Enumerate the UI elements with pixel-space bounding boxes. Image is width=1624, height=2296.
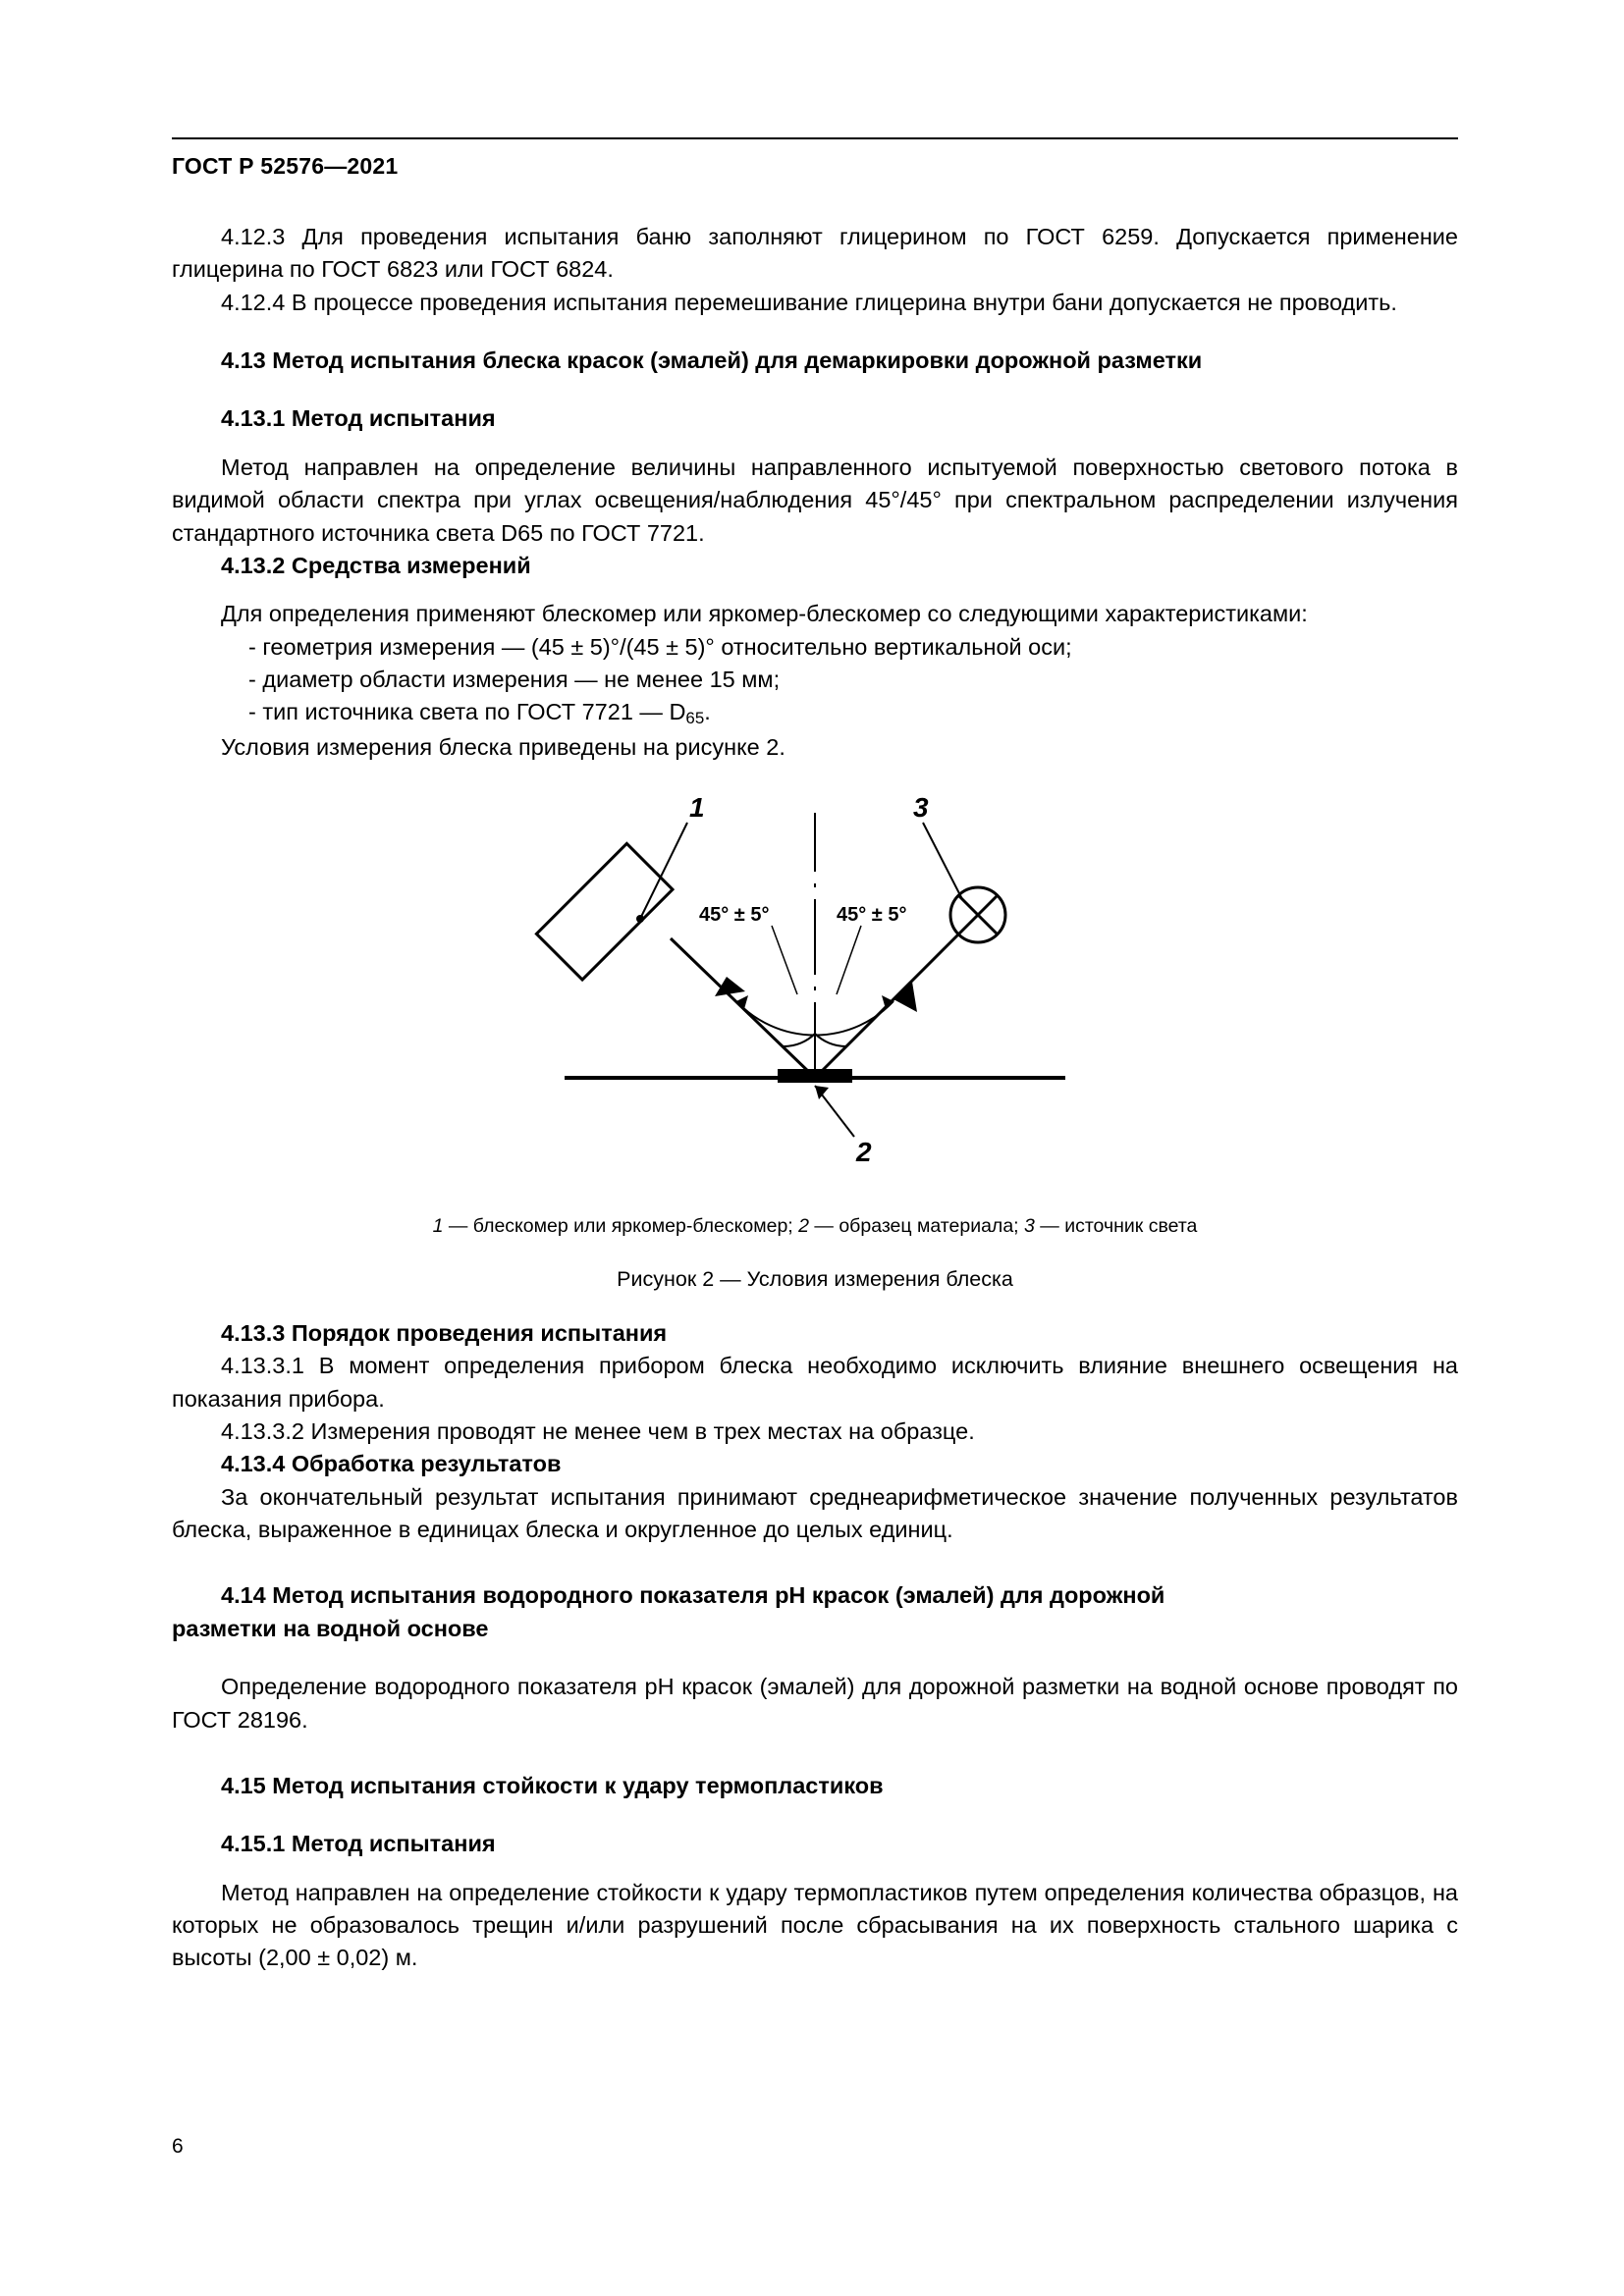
figure-caption: Рисунок 2 — Условия измерения блеска <box>617 1266 1013 1291</box>
angle-label-right: 45° ± 5° <box>837 903 907 926</box>
paragraph-4-13-1: Метод направлен на определение величины направленного испытуемой поверхностью светового потока в видимой области спектра при углах освещения/наблюдения 45°/45° при спектральном распределении излучения стандартного источника света D65 по ГОСТ 7721. <box>172 454 1458 546</box>
angle-label-leader-left <box>772 926 797 994</box>
paragraph-4-13-3-2: 4.13.3.2 Измерения проводят не менее чем в трех местах на образце. <box>221 1417 975 1444</box>
heading-4-13-1: 4.13.1 Метод испытания <box>221 405 496 432</box>
document-header: ГОСТ Р 52576—2021 <box>172 153 399 179</box>
header-divider <box>172 137 1458 139</box>
heading-4-13-2: 4.13.2 Средства измерений <box>221 552 531 578</box>
paragraph-4-15-1: Метод направлен на определение стойкости к удару термопластиков путем определения количества образцов, на которых не образовалось трещин и/или разрушений после сбрасывания на их поверхность стального шарика с высоты (2,00 ± 0,02) м. <box>172 1879 1458 1971</box>
legend-text-2: — образец материала; <box>809 1214 1024 1237</box>
angle-label-leader-right <box>837 926 861 994</box>
angle-label-left: 45° ± 5° <box>699 903 770 926</box>
heading-4-14-line-1: 4.14 Метод испытания водородного показателя pH красок (эмалей) для дорожной <box>221 1582 1165 1609</box>
angle-arc-arrow-left <box>736 995 748 1009</box>
list-item-text-end: . <box>704 699 711 725</box>
heading-4-15: 4.15 Метод испытания стойкости к удару термопластиков <box>221 1772 884 1798</box>
heading-4-13-4: 4.13.4 Обработка результатов <box>221 1451 562 1477</box>
paragraph-4-12-3: 4.12.3 Для проведения испытания баню заполняют глицерином по ГОСТ 6259. Допускается применение глицерина по ГОСТ 6823 или ГОСТ 6824. <box>172 224 1458 283</box>
list-item <box>172 696 1458 730</box>
figure-legend <box>172 1215 1458 1238</box>
paragraph-4-13-3-1: 4.13.3.1 В момент определения прибором блеска необходимо исключить влияние внешнего освещения на показания прибора. <box>172 1353 1458 1412</box>
figure-label-2: 2 <box>856 1136 872 1167</box>
figure-label-3: 3 <box>913 792 929 823</box>
angle-arc-arrow-right <box>882 995 893 1009</box>
legend-number-3: 3 <box>1024 1214 1035 1237</box>
paragraph-4-14: Определение водородного показателя pH красок (эмалей) для дорожной разметки на водной основе проводят по ГОСТ 28196. <box>172 1674 1458 1733</box>
paragraph-4-13-4: За окончательный результат испытания принимают среднеарифметическое значение полученных результатов блеска, выраженное в единицах блеска и округленное до целых единиц. <box>172 1483 1458 1543</box>
leader-line-3 <box>923 823 962 899</box>
list-item-text: - тип источника света по ГОСТ 7721 — D <box>248 699 686 725</box>
paragraph-conditions: Условия измерения блеска приведены на рисунке 2. <box>221 733 785 760</box>
gloss-meter-body <box>536 843 673 980</box>
list-item: - геометрия измерения — (45 ± 5)°/(45 ± 5)° относительно вертикальной оси; <box>248 633 1072 660</box>
legend-text-1: — блескомер или яркомер-блескомер; <box>443 1214 799 1237</box>
paragraph-4-12-4: 4.12.4 В процессе проведения испытания перемешивание глицерина внутри бани допускается не проводить. <box>221 289 1397 315</box>
heading-4-13-3: 4.13.3 Порядок проведения испытания <box>221 1319 668 1346</box>
gloss-measurement-diagram <box>432 793 1198 1205</box>
figure-2 <box>172 793 1458 1292</box>
paragraph-4-13-2: Для определения применяют блескомер или яркомер-блескомер со следующими характеристиками: <box>221 601 1308 627</box>
page-content <box>172 137 1458 1975</box>
heading-4-13: 4.13 Метод испытания блеска красок (эмалей) для демаркировки дорожной разметки <box>221 347 1203 374</box>
page-number: 6 <box>172 2135 184 2158</box>
heading-4-14-line-2: разметки на водной основе <box>172 1615 489 1641</box>
heading-4-15-1: 4.15.1 Метод испытания <box>221 1831 496 1857</box>
figure-label-1: 1 <box>689 792 705 823</box>
legend-text-3: — источник света <box>1034 1214 1198 1237</box>
list-item-subscript: 65 <box>685 709 705 728</box>
legend-number-2: 2 <box>798 1214 809 1237</box>
legend-number-1: 1 <box>432 1214 444 1237</box>
sample-block <box>778 1069 852 1083</box>
list-item: - диаметр области измерения — не менее 15 мм; <box>248 666 781 692</box>
leader-line-2-arrow <box>815 1086 829 1099</box>
